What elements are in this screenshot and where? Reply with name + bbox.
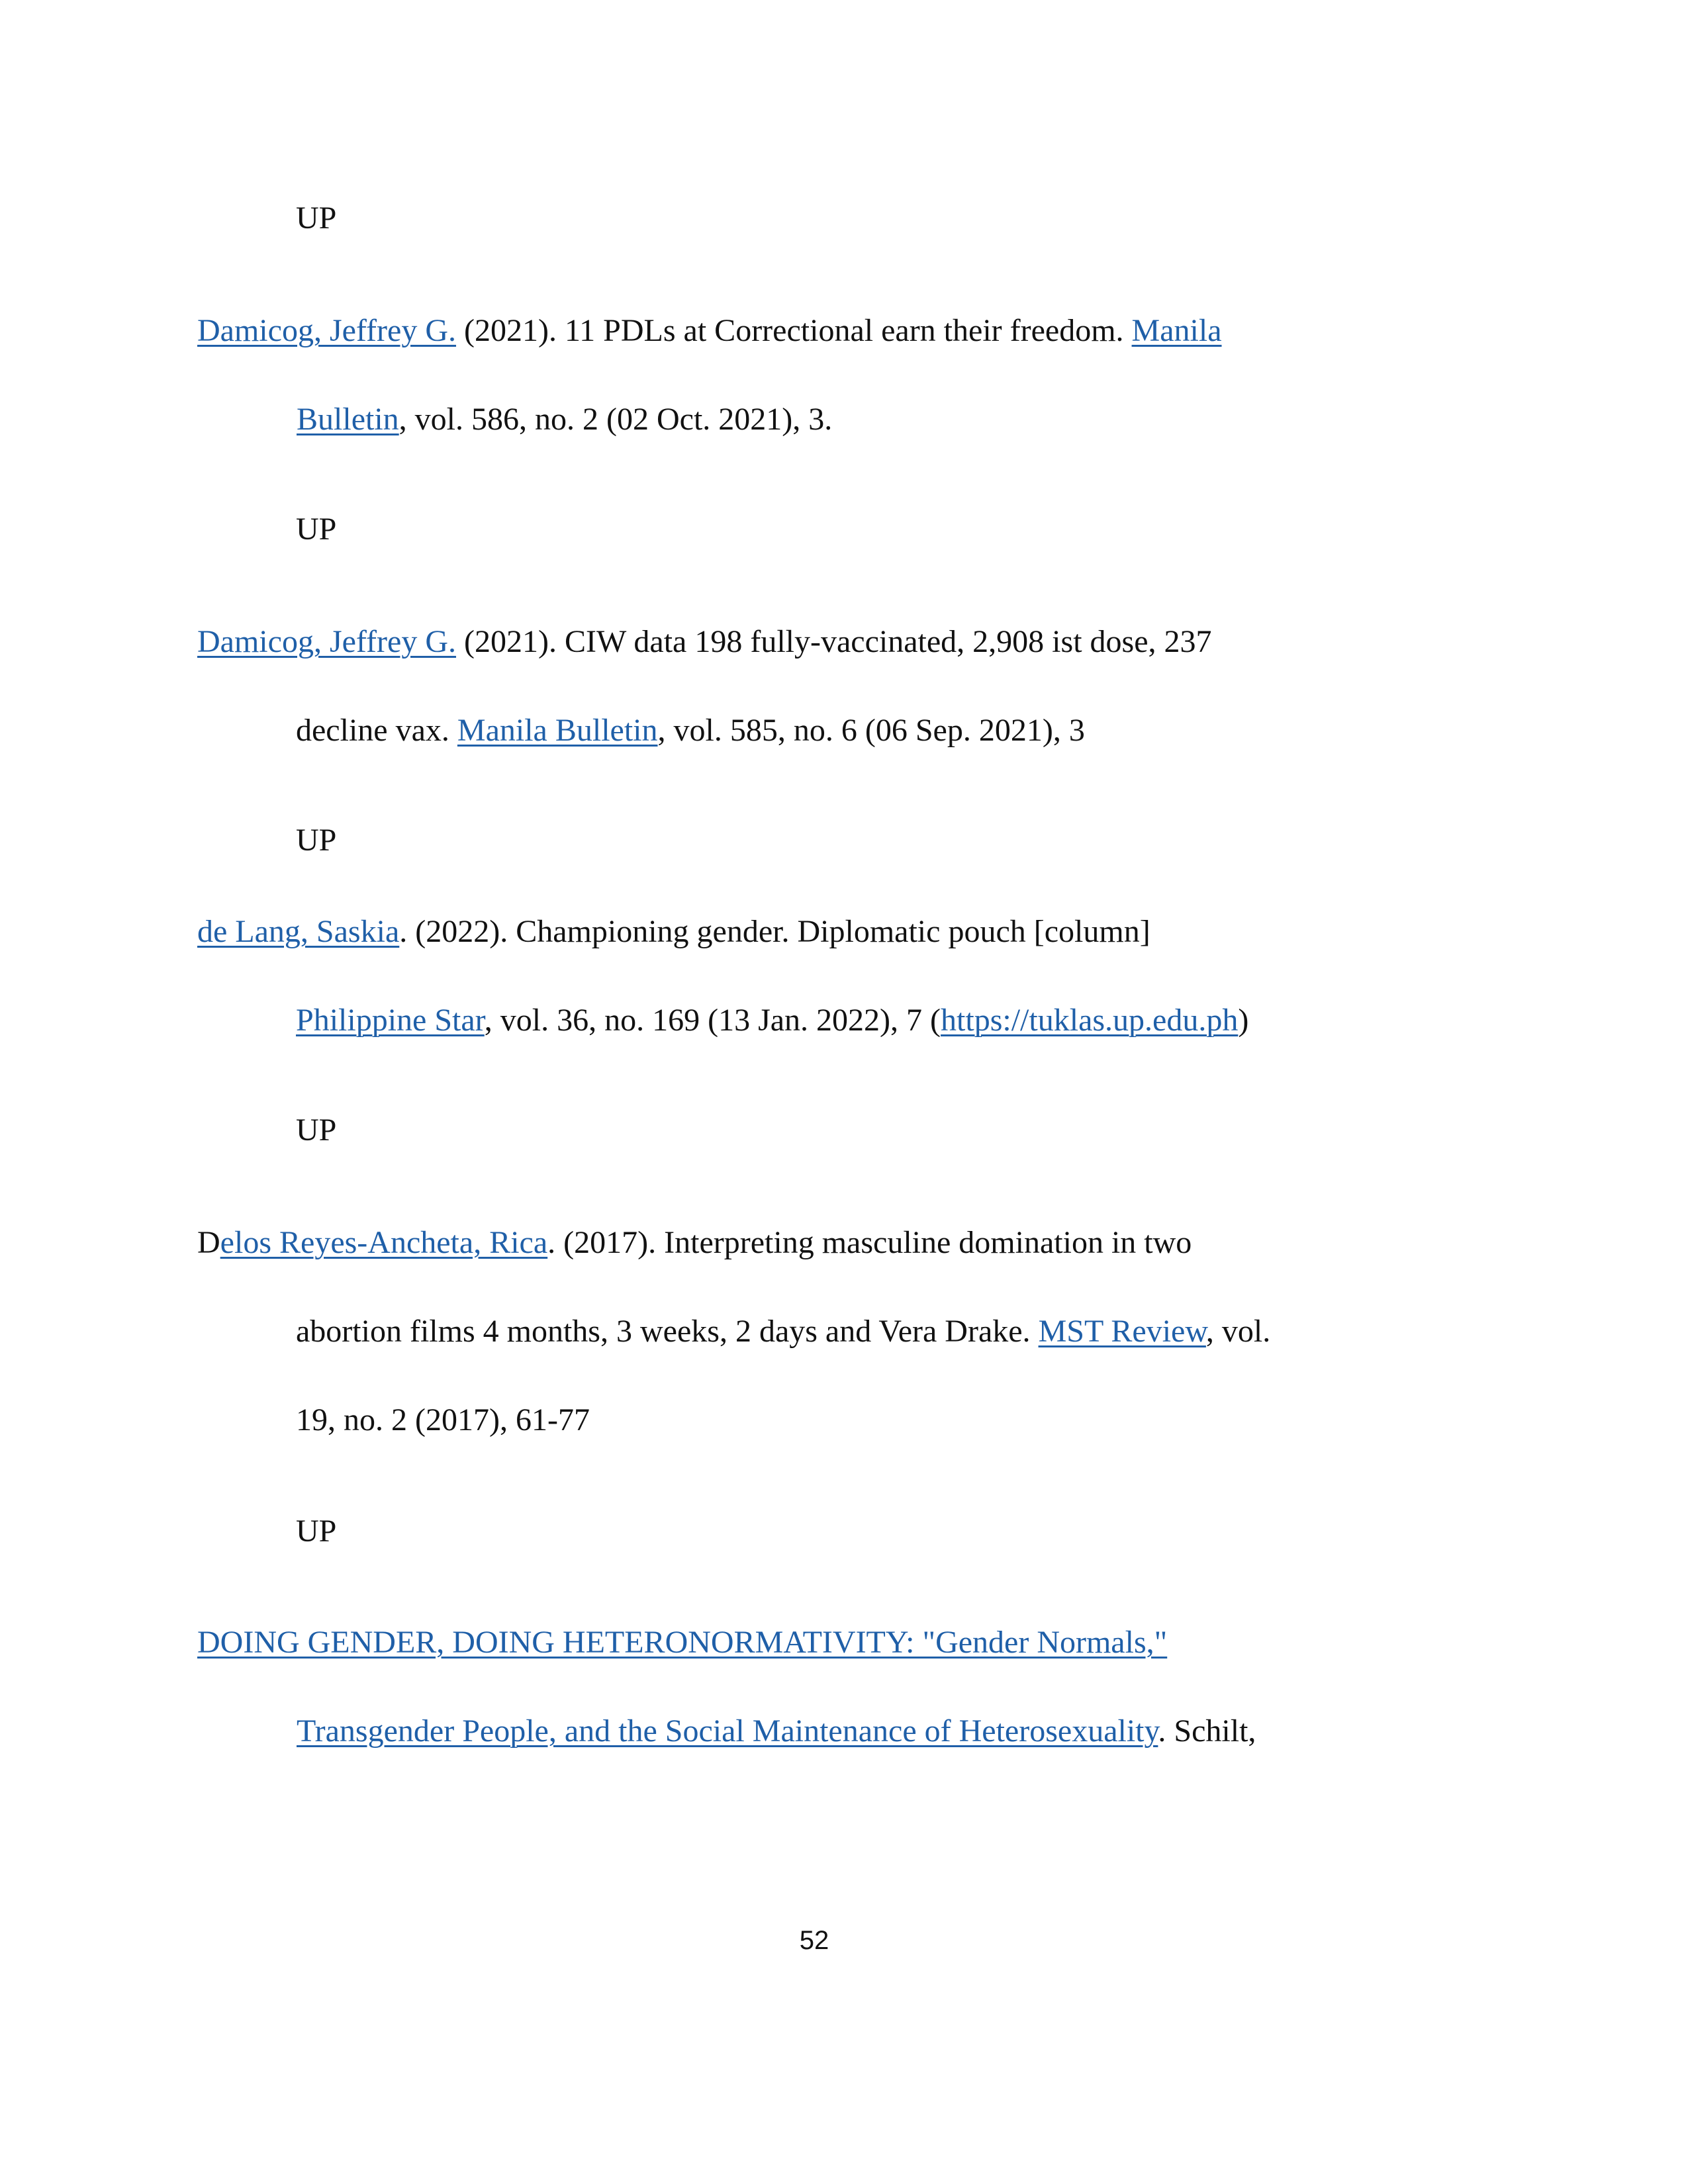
citation-text: . (2017). Interpreting masculine domination in two [547, 1225, 1192, 1260]
source-link[interactable]: Manila Bulletin [457, 713, 658, 748]
citation-line [197, 911, 1150, 953]
url-link[interactable]: https://tuklas.up.edu.ph [941, 1003, 1239, 1038]
repository-label: UP [296, 823, 337, 858]
citation-text: (2021). 11 PDLs at Correctional earn their freedom. [455, 313, 1132, 348]
page-number: 52 [799, 1926, 829, 1955]
citation-line [197, 1621, 1167, 1664]
citation-line [296, 999, 1248, 1042]
citation-line [197, 398, 832, 441]
author-link[interactable]: Damicog, Jeffrey G. [197, 624, 456, 659]
repository-label: UP [296, 512, 337, 547]
repository-label: UP [296, 201, 337, 236]
citation-line [197, 310, 1263, 352]
source-link[interactable]: MST Review [1038, 1314, 1206, 1349]
author-link[interactable]: de Lang, Saskia [197, 914, 400, 949]
source-link[interactable]: Philippine Star [296, 1003, 485, 1038]
repository-label: UP [296, 1514, 337, 1549]
citation-line [296, 1310, 1270, 1353]
citation-line [296, 709, 1085, 752]
citation-text: . Schilt, [1158, 1713, 1256, 1749]
citation-line [197, 1710, 1256, 1752]
repository-label: UP [296, 1113, 337, 1148]
citation-details: ) [1238, 1003, 1249, 1038]
citation-line [197, 1222, 1192, 1264]
citation-line [296, 1399, 590, 1441]
citation-line [197, 621, 1212, 663]
source-link[interactable]: Bulletin [297, 402, 399, 437]
citation-details: , vol. [1205, 1314, 1271, 1349]
citation-text: abortion films 4 months, 3 weeks, 2 days and Vera Drake. [296, 1314, 1039, 1349]
title-link[interactable]: Transgender People, and the Social Maintenance of Heterosexuality [297, 1713, 1158, 1749]
citation-details: 19, no. 2 (2017), 61-77 [296, 1402, 590, 1437]
citation-text: (2021). CIW data 198 fully-vaccinated, 2,908 ist dose, 237 [455, 624, 1212, 659]
author-link[interactable]: elos Reyes-Ancheta, Rica [220, 1225, 548, 1260]
citation-details: , vol. 586, no. 2 (02 Oct. 2021), 3. [399, 402, 833, 437]
title-link[interactable]: DOING GENDER, DOING HETERONORMATIVITY: "Gender Normals," [197, 1625, 1168, 1660]
source-link[interactable]: Manila [1131, 313, 1222, 348]
citation-text: D [197, 1225, 220, 1260]
citation-text: . (2022). Championing gender. Diplomatic pouch [column] [399, 914, 1150, 949]
citation-details: , vol. 585, no. 6 (06 Sep. 2021), 3 [657, 713, 1085, 748]
author-link[interactable]: Damicog, Jeffrey G. [197, 313, 456, 348]
citation-details: , vol. 36, no. 169 (13 Jan. 2022), 7 ( [484, 1003, 941, 1038]
citation-text: decline vax. [296, 713, 457, 748]
